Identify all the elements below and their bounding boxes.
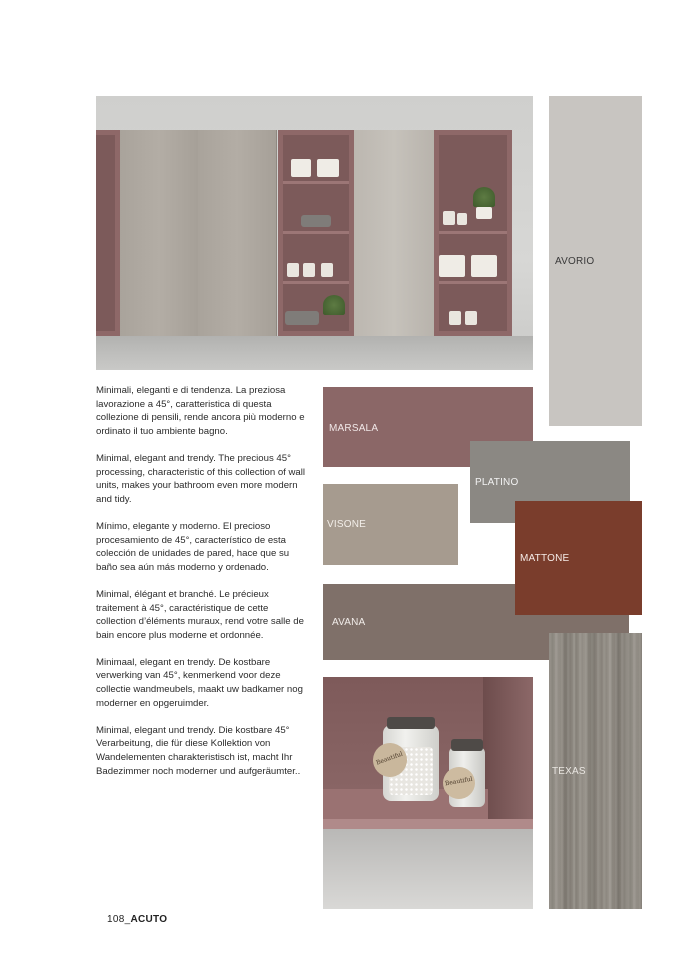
swatch-texas <box>549 633 642 909</box>
wall-units-photo <box>96 96 533 370</box>
open-shelf-unit <box>278 130 354 336</box>
cabinet-door <box>354 130 435 336</box>
swatch-label-texas: TEXAS <box>552 766 586 777</box>
swatch-label-platino: PLATINO <box>475 477 519 488</box>
cabinet-door <box>198 130 277 336</box>
swatch-label-mattone: MATTONE <box>520 553 570 564</box>
swatch-label-visone: VISONE <box>327 519 366 530</box>
swatch-label-marsala: MARSALA <box>329 423 379 434</box>
brand-name: ACUTO <box>130 914 168 925</box>
paragraph-dutch: Minimaal, elegant en trendy. De kostbare verwerking van 45°, kenmerkend voor deze collectie wandmeubels, maakt uw badkamer nog moderner en opgeruimder. <box>96 656 303 709</box>
page-footer <box>107 914 167 925</box>
paragraph-french: Minimal, élégant et branché. Le précieux traitement à 45°, caractéristique de cette collection d’éléments muraux, rend votre salle de bain encore plus moderne et ordonnée. <box>96 588 304 641</box>
swatch-avorio <box>549 96 642 426</box>
page-number: 108 <box>107 914 125 925</box>
paragraph-italian: Minimali, eleganti e di tendenza. La preziosa lavorazione a 45°, caratteristica di questa collezione di pensili, rende ancora più moderno e ordinato il tuo ambiente bagno. <box>96 385 305 437</box>
left-shelf-unit <box>96 130 120 336</box>
swatch-mattone <box>515 501 642 615</box>
description-text <box>96 384 310 792</box>
footer-separator: _ <box>124 914 131 925</box>
swatch-visone <box>323 484 458 565</box>
jar-tag-text: Beautiful <box>375 750 404 767</box>
cabinet-door <box>120 130 199 336</box>
open-shelf-unit <box>434 130 512 336</box>
paragraph-spanish: Mínimo, elegante y moderno. El precioso procesamiento de 45°, característico de esta colección de unidades de pared, hace que su baño sea aún más moderno y ordenado. <box>96 520 290 573</box>
swatch-label-avorio: AVORIO <box>555 256 595 267</box>
paragraph-german: Minimal, elegant und trendy. Die kostbare 45° Verarbeitung, die für diese Kollektion von Wandelementen charakteristisch ist, macht Ihr Badezimmer noch moderner und aufgeräumter.. <box>96 724 301 777</box>
shelf-closeup-photo <box>323 677 533 909</box>
swatch-label-avana: AVANA <box>332 617 366 628</box>
paragraph-english: Minimal, elegant and trendy. The precious 45° processing, characteristic of this collection of wall units, makes your bathroom even more modern and tidy. <box>96 452 306 505</box>
jar-tag-text: Beautiful <box>444 775 474 788</box>
